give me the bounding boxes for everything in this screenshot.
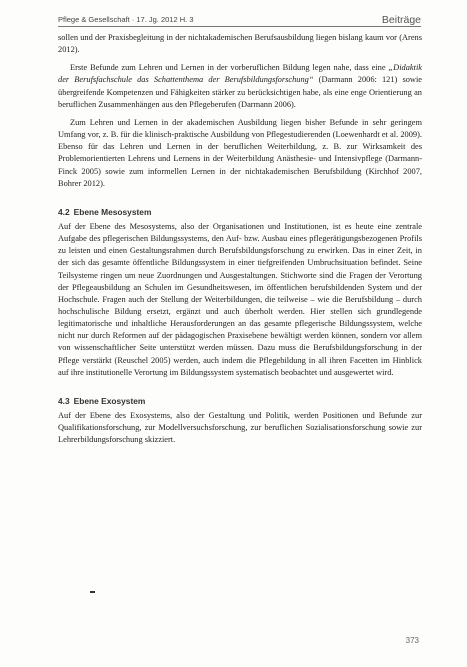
running-head: Pflege & Gesellschaft · 17. Jg. 2012 H. 3: [58, 15, 194, 24]
section-heading-4-2: [58, 206, 422, 218]
section-number: 4.3: [58, 395, 70, 406]
paragraph-text: (Darmann 2006: 121) sowie übergreifende Kompetenzen und Fähigkeiten stärker zu berücksichtigen habe, als eine enge Orientierung an beruflichen Zusammenhängen aus den Pflegeberufen (Darmann 2006).: [58, 75, 423, 109]
section-heading-4-3: [58, 395, 422, 407]
emphasized-quote: „Didaktik der Berufsfachschule das Schattenthema der Berufsbildungsforschung“: [58, 63, 422, 85]
paragraph-intro-1: sollen und der Praxisbegleitung in der nichtakademischen Berufsausbildung liegen bislang kaum vor (Arens 2012).: [58, 33, 422, 55]
page-body: [58, 32, 422, 446]
paragraph-intro-3: Zum Lehren und Lernen in der akademischen Ausbildung liegen bisher Befunde in sehr geringem Umfang vor, z. B. für die klinisch-praktische Ausbildung von Pflegestudierenden (Loewenhardt et al. 2009). Ebenso für das Lehren und Lernen in der beruflichen Weiterbildung, z. B. zur Wirksamkeit des Problemorientierten Lehrens und Lernens in der Weiterbildung Anästhesie- und Intensivpflege (Darmann-Finck 2005) sowie zum informellen Lernen in der nichtakademischen Berufsbildung (Kirchhof 2007, Bohrer 2012).: [58, 117, 422, 188]
section-title: Ebene Mesosystem: [73, 206, 152, 217]
section-title: Ebene Exosystem: [73, 395, 146, 406]
paragraph-section-4-2: Auf der Ebene des Mesosystems, also der Organisationen und Institutionen, ist es heute eine zentrale Aufgabe des pflegerischen Bildungssystems, den Auf- bzw. Ausbau eines pflegerätigungsbezogenen Profils zu leisten und einen Gestaltungsrahmen durch Berufsbildungsforschung zu erwirken. Das in einer Zeit, in der sich das gesamte öffentliche Bildungssystem in einer tiefgreifenden Umbruchsituation befindet. Seine Teilsysteme ringen um neue Zuordnungen und Ausgestaltungen. Stichworte sind die Fragen der Verortung der Pflegeausbildung an Schulen im Gesundheitswesen, im öffentlichen berufsbildenden System und der Hochschule. Fragen auch der Stellung der Weiterbildungen, die teilweise – wie die Berufsbildung – durch hochschulische Bildung ersetzt, ergänzt und auch überholt werden. Hier stellen sich grundlegende legitimatorische und inhaltliche Herausforderungen an das gesamte pflegerische Bildungssystem, welche nicht nur durch Reformen auf der pädagogischen Praxisebene bewältigt werden können, sondern vor allem von wissenschaftlicher Seite unterstützt werden müssen. Dazu muss die Berufsbildungsforschung in der Pflege verstärkt (Reuschel 2005) werden, auch indem die Pflegebildung in all ihren Facetten im Hinblick auf ihre institutionelle Verortung im Bildungssystem systematisch beobachtet und ausgewertet wird.: [58, 221, 422, 377]
page-number: 373: [405, 636, 419, 645]
section-label: Beiträge: [381, 14, 421, 26]
page-header: [58, 12, 421, 27]
paragraph-text: Erste Befunde zum Lehren und Lernen in der vorberuflichen Bildung legen nahe, dass eine: [70, 63, 389, 73]
section-number: 4.2: [58, 206, 70, 217]
paragraph-section-4-3: Auf der Ebene des Exosystems, also der Gestaltung und Politik, werden Positionen und Befunde zur Qualifikationsforschung, zur Modellversuchsforschung, zur beruflichen Sozialisationsforschung sowie zur Lehrerbildungsforschung skizziert.: [58, 410, 422, 445]
scan-mark: [90, 591, 95, 593]
paragraph-intro-2: [58, 62, 422, 111]
